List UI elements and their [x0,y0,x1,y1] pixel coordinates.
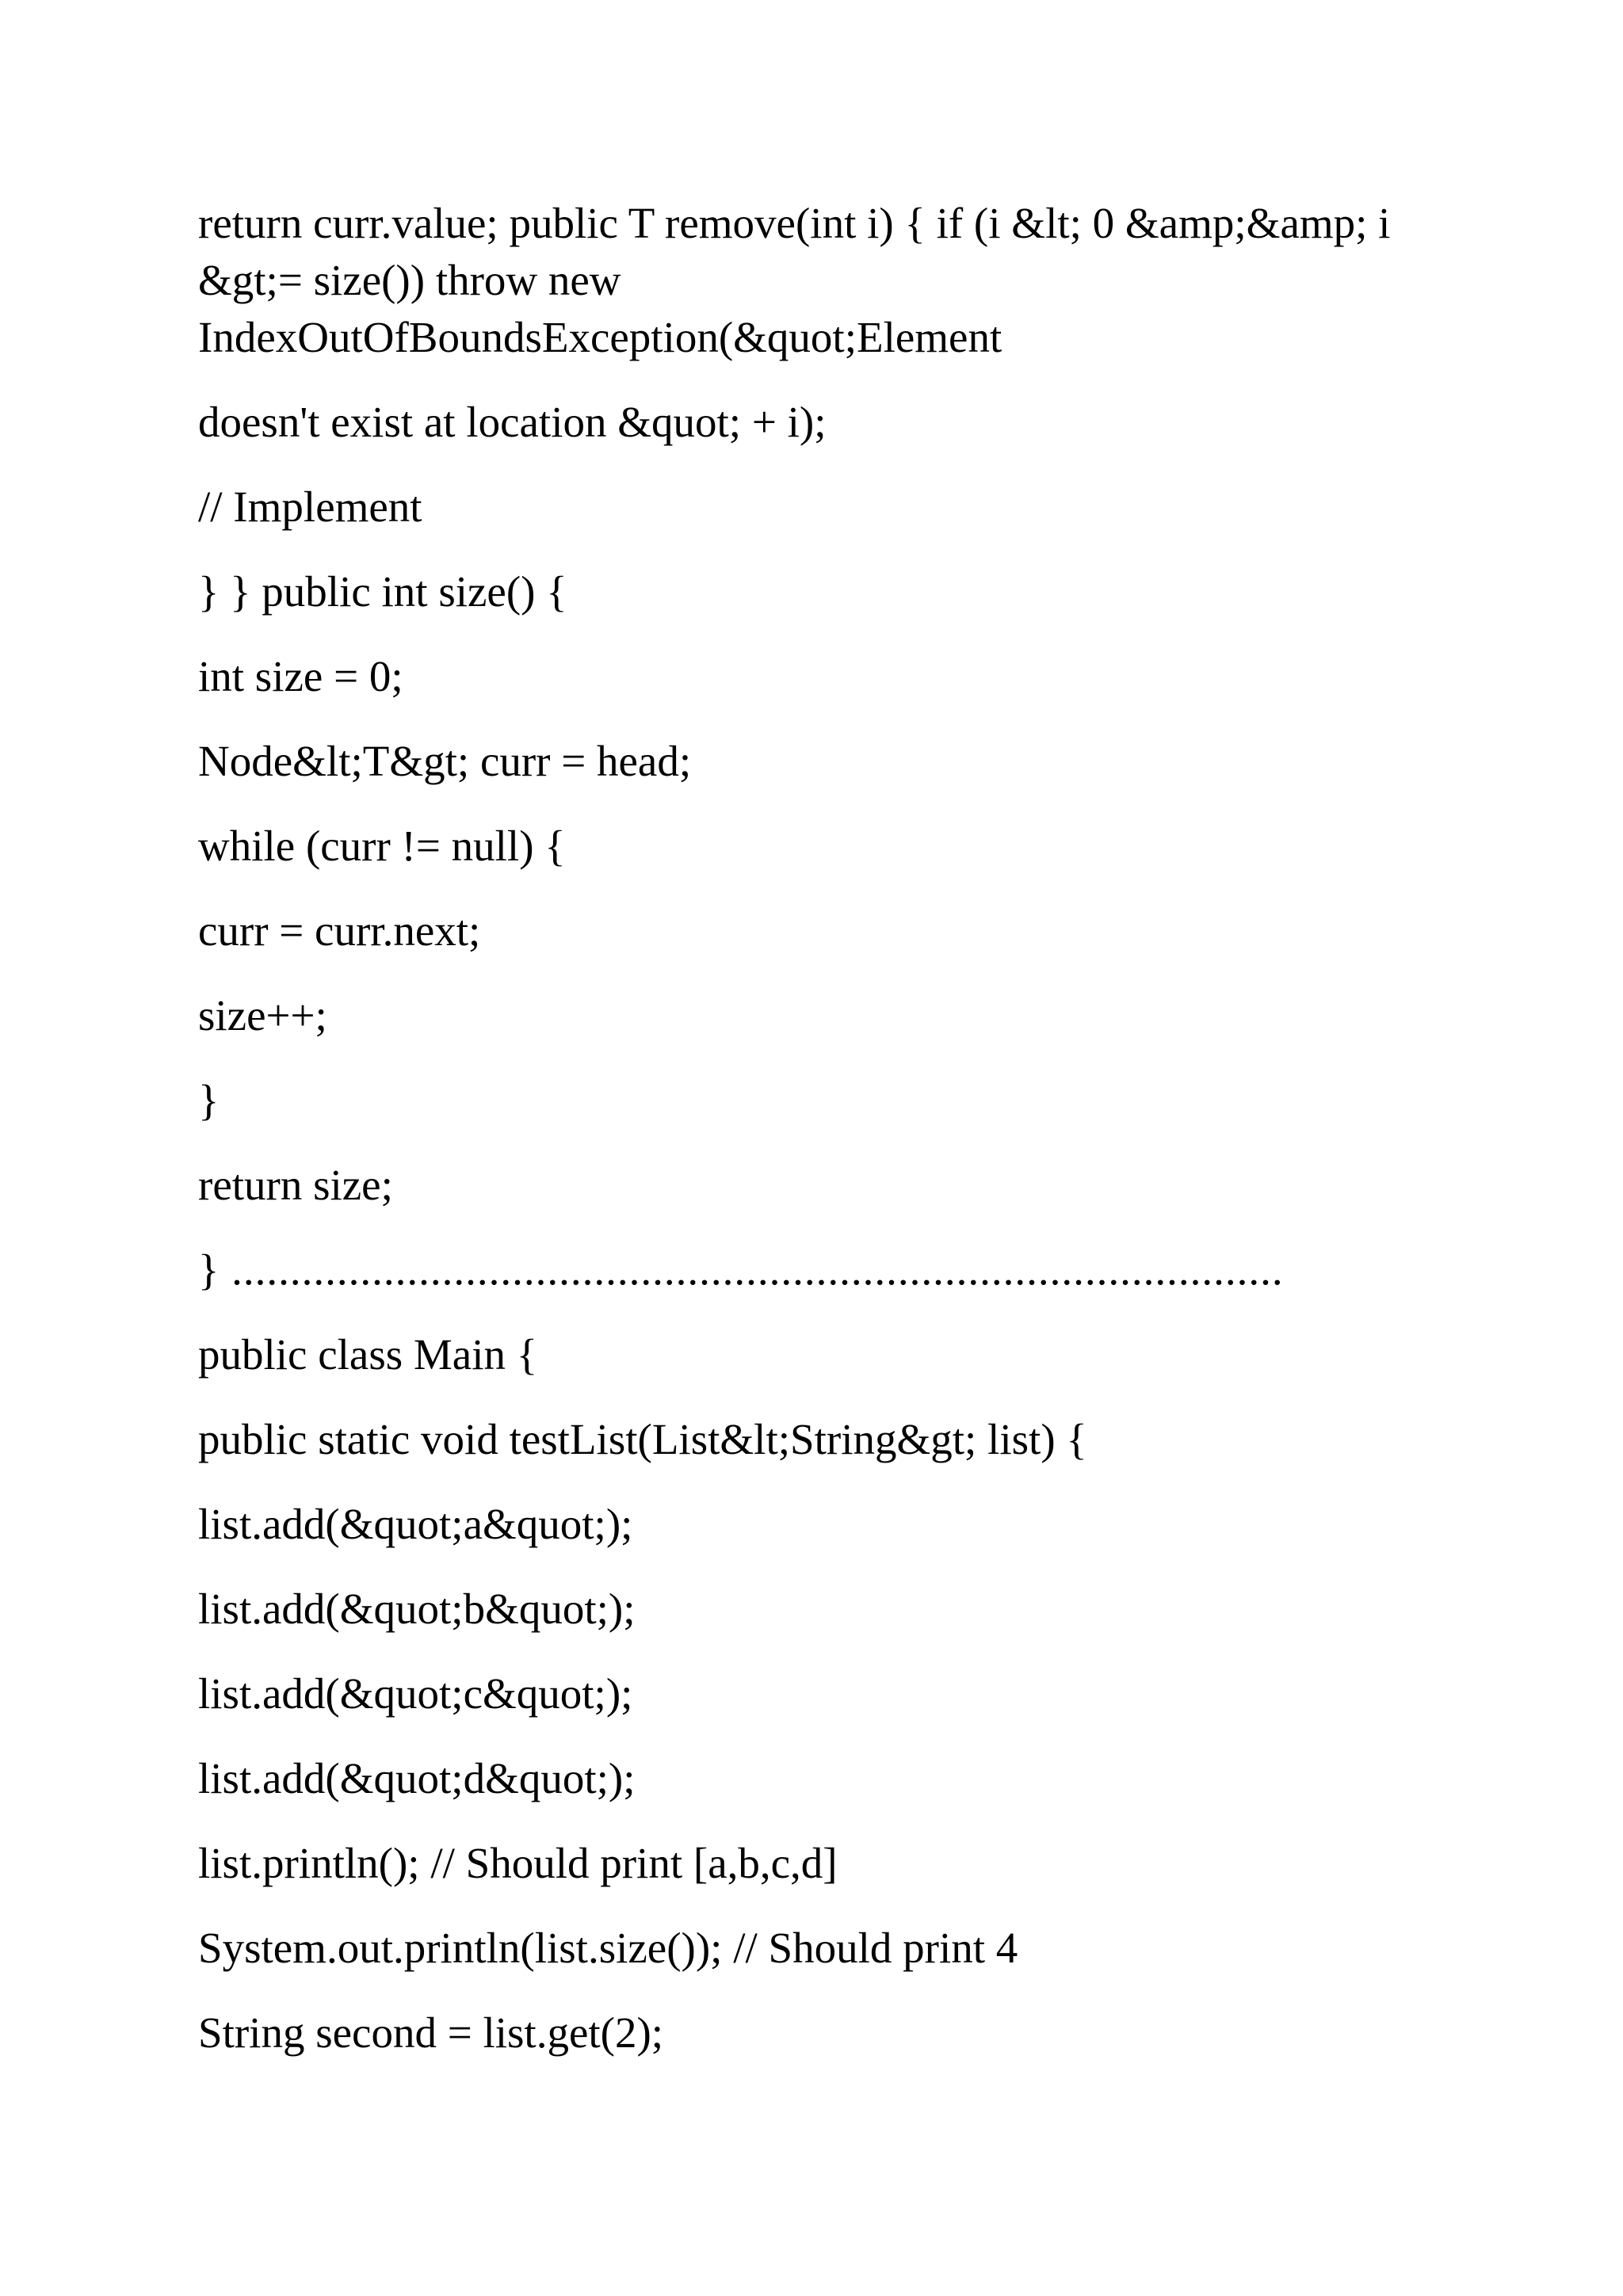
text-line: return curr.value; public T remove(int i) { if (i &lt; 0 &amp;&amp; i [198,199,1391,247]
text-paragraph: while (curr != null) { [198,822,566,870]
text-paragraph: Node&lt;T&gt; curr = head; [198,737,692,785]
text-paragraph: public static void testList(List&lt;String&gt; list) { [198,1415,1087,1463]
text-paragraph: list.add(&quot;b&quot;); [198,1585,636,1633]
text-paragraph: doesn't exist at location &quot; + i); [198,398,827,446]
text-line: &gt;= size()) throw new [198,256,621,304]
text-paragraph: } [198,1076,220,1124]
text-paragraph: return size; [198,1161,393,1209]
text-paragraph [198,195,1434,366]
text-paragraph: list.add(&quot;d&quot;); [198,1754,636,1802]
text-paragraph: size++; [198,991,327,1039]
dotted-separator-line: } .......................................................................................... [198,1245,1284,1294]
text-paragraph: list.add(&quot;a&quot;); [198,1500,633,1548]
text-paragraph: public class Main { [198,1330,538,1379]
text-paragraph: String second = list.get(2); [198,2008,664,2057]
text-paragraph: int size = 0; [198,652,403,700]
text-paragraph: curr = curr.next; [198,906,481,955]
text-paragraph: list.println(); // Should print [a,b,c,d] [198,1839,838,1887]
text-paragraph: list.add(&quot;c&quot;); [198,1669,633,1718]
document-body [198,195,1434,2089]
text-paragraph: System.out.println(list.size()); // Should print 4 [198,1924,1018,1972]
text-paragraph: } } public int size() { [198,567,567,616]
text-line: IndexOutOfBoundsException(&quot;Element [198,313,1002,361]
text-paragraph: // Implement [198,482,422,531]
